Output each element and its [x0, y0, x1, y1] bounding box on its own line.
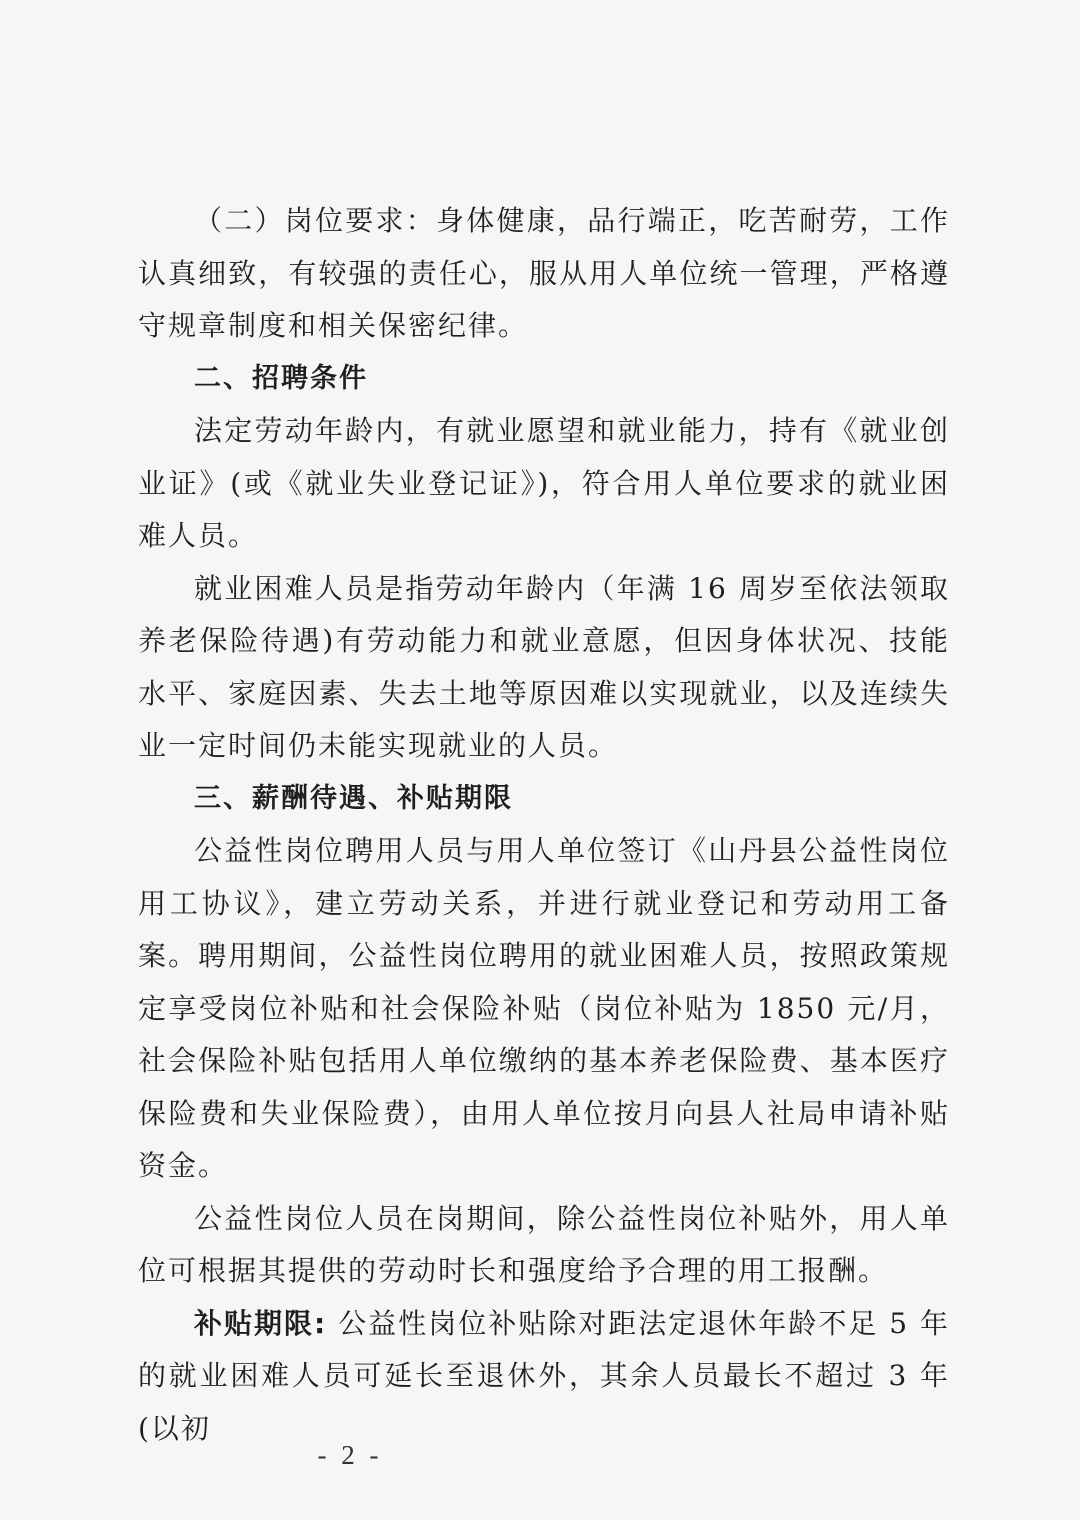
subsidy-term-label: 补贴期限:	[194, 1306, 328, 1340]
heading-recruitment-conditions: 二、招聘条件	[194, 362, 368, 394]
paragraph-additional-pay: 公益性岗位人员在岗期间，除公益性岗位补贴外，用人单位可根据其提供的劳动时长和强度给予合理的用工报酬。	[138, 1201, 950, 1287]
paragraph-eligibility: 法定劳动年龄内，有就业愿望和就业能力，持有《就业创业证》(或《就业失业登记证》)，符合用人单位要求的就业困难人员。	[138, 414, 950, 552]
paragraph-employment-agreement: 公益性岗位聘用人员与用人单位签订《山丹县公益性岗位用工协议》，建立劳动关系，并进行就业登记和劳动用工备案。聘用期间，公益性岗位聘用的就业困难人员，按照政策规定享受岗位补贴和社会保险补贴（岗位补贴为 1850 元/月，社会保险补贴包括用人单位缴纳的基本养老保险费、基本医疗保险费和失业保险费），由用人单位按月向县人社局申请补贴资金。	[138, 834, 950, 1182]
subsidy-term-text: 公益性岗位补贴除对距法定退休年龄不足 5 年的就业困难人员可延长至退休外，其余人员最长不超过 3 年(以初	[138, 1306, 950, 1445]
paragraph-subsidy-term	[138, 1298, 950, 1456]
page-number: - 2 -	[317, 1440, 383, 1470]
paragraph-job-requirements: （二）岗位要求：身体健康，品行端正，吃苦耐劳，工作认真细致，有较强的责任心，服从用人单位统一管理，严格遵守规章制度和相关保密纪律。	[138, 204, 950, 342]
heading-salary-subsidy-term: 三、薪酬待遇、补贴期限	[194, 782, 513, 814]
paragraph-definition: 就业困难人员是指劳动年龄内（年满 16 周岁至依法领取养老保险待遇)有劳动能力和就业意愿，但因身体状况、技能水平、家庭因素、失去土地等原因难以实现就业，以及连续失业一定时间仍未能实现就业的人员。	[138, 571, 950, 762]
